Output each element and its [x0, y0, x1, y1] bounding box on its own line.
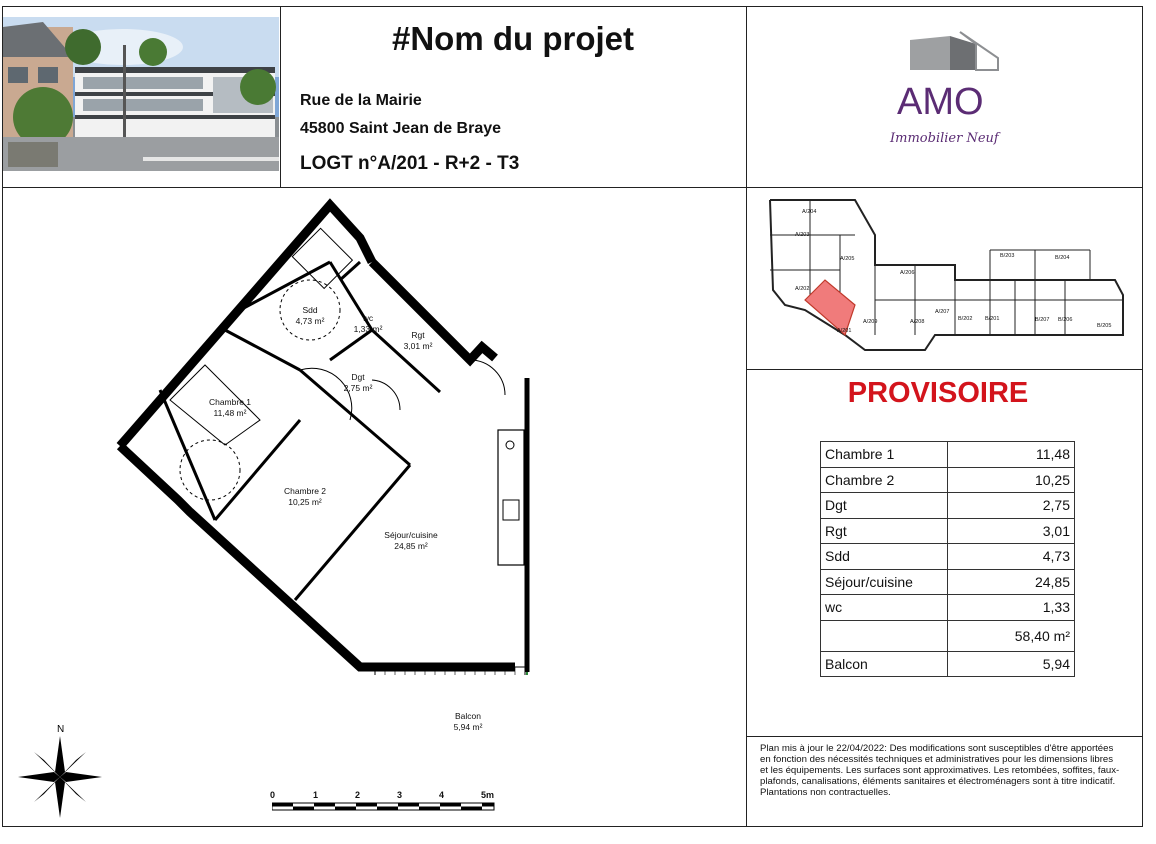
scale-bar [272, 802, 496, 812]
address-line-1: Rue de la Mairie [300, 92, 422, 109]
room-label-wc: wc 1,33 m² [353, 313, 383, 334]
room-label-balcon: Balcon 5,94 m² [453, 711, 483, 732]
disclaimer-note: Plan mis à jour le 22/04/2022: Des modifications sont susceptibles d'être apportées en fonction des nécessités techniques et administratives pour les dimensions libres et les équipements. Les surfaces sont approximatives. Les retombées, soffites, faux-plafonds, canalisations, éléments sanitaires et électroménagers sont à titre indicatif. Plantations non contractuelles. [760, 743, 1120, 798]
total-area: 58,40 m² [948, 620, 1075, 651]
north-compass-icon [14, 720, 104, 820]
building-key-plan [765, 195, 1130, 360]
svg-text:A/209: A/209 [863, 319, 878, 325]
building-photo [3, 17, 279, 171]
svg-text:A/203: A/203 [795, 232, 810, 238]
scale-label-1: 1 [313, 790, 319, 800]
svg-text:B/202: B/202 [958, 316, 973, 322]
scale-label-2: 2 [355, 790, 361, 800]
table-balcony-row: Balcon 5,94 [821, 651, 1075, 677]
areas-table [820, 441, 1075, 677]
lot-reference: LOGT n°A/201 - R+2 - T3 [300, 153, 520, 174]
status-provisional: PROVISOIRE [847, 377, 1029, 409]
svg-text:B/204: B/204 [1055, 255, 1070, 261]
room-label-sejour: Séjour/cuisine 24,85 m² [384, 530, 438, 551]
svg-text:A/205: A/205 [840, 256, 855, 262]
svg-text:B/201: B/201 [985, 316, 1000, 322]
scale-label-0: 0 [270, 790, 276, 800]
company-logo [880, 30, 1020, 150]
svg-text:A/206: A/206 [900, 270, 915, 276]
scale-label-3: 3 [397, 790, 403, 800]
floor-plan [100, 195, 545, 675]
svg-text:B/205: B/205 [1097, 323, 1112, 329]
svg-text:A/207: A/207 [935, 309, 950, 315]
svg-text:A/208: A/208 [910, 319, 925, 325]
svg-text:B/206: B/206 [1058, 317, 1073, 323]
svg-text:N: N [57, 724, 65, 735]
room-label-rgt: Rgt 3,01 m² [403, 330, 433, 351]
table-row: Séjour/cuisine 24,85 [821, 569, 1075, 595]
scale-label-5: 5m [481, 790, 495, 800]
room-label-chambre2: Chambre 2 10,25 m² [283, 486, 327, 507]
logo-brand-text: AMO [897, 81, 984, 123]
table-row: Chambre 2 10,25 [821, 467, 1075, 493]
room-label-chambre1: Chambre 1 11,48 m² [208, 397, 252, 418]
table-row: Rgt 3,01 [821, 518, 1075, 544]
svg-text:A/204: A/204 [802, 209, 817, 215]
table-row: Chambre 1 11,48 [821, 442, 1075, 468]
svg-text:B/207: B/207 [1035, 317, 1050, 323]
scale-label-4: 4 [439, 790, 445, 800]
room-label-sdd: Sdd 4,73 m² [295, 305, 325, 326]
svg-text:A/201: A/201 [837, 328, 852, 334]
logo-tagline-text: Immobilier Neuf [890, 131, 999, 146]
svg-text:B/203: B/203 [1000, 253, 1015, 259]
table-row: Dgt 2,75 [821, 493, 1075, 519]
table-row: Sdd 4,73 [821, 544, 1075, 570]
table-row: wc 1,33 [821, 595, 1075, 621]
table-total-row [821, 620, 1075, 651]
project-title: #Nom du projet [391, 20, 634, 57]
address-line-2: 45800 Saint Jean de Braye [300, 120, 502, 137]
room-label-dgt: Dgt 2,75 m² [343, 372, 373, 393]
svg-text:A/202: A/202 [795, 286, 810, 292]
